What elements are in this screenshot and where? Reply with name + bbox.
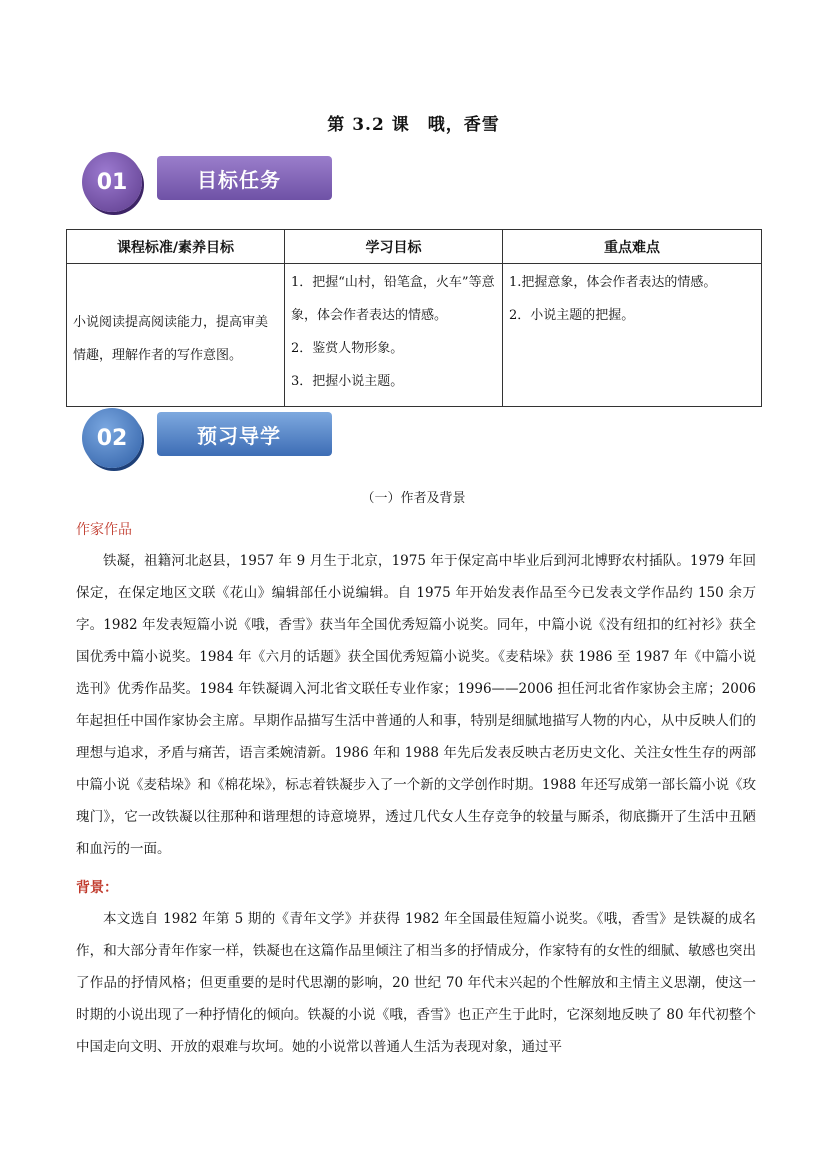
goals-table (66, 229, 762, 407)
table-cell-key-points (503, 264, 762, 407)
background-paragraph: 本文选自 1982 年第 5 期的《青年文学》并获得 1982 年全国最佳短篇小说奖。《哦，香雪》是铁凝的成名作，和大部分青年作家一样，铁凝也在这篇作品里倾注了相当多的抒情成分，作家特有的女性的细腻、敏感也突出了作品的抒情风格；但更重要的是时代思潮的影响，20 世纪 70 年代末兴起的个性解放和主情主义思潮，使这一时期的小说出现了一种抒情化的倾向。铁凝的小说《哦，香雪》也正产生于此时，它深刻地反映了 80 年代初整个中国走向文明、开放的艰难与坎坷。她的小说常以普通人生活为表现对象，通过平 (76, 911, 756, 1055)
table-header: 课程标准/素养目标 (67, 230, 285, 264)
objective-item: 3．把握小说主题。 (291, 374, 404, 389)
section-label: 预习导学 (157, 412, 332, 456)
author-paragraph: 铁凝，祖籍河北赵县，1957 年 9 月生于北京，1975 年于保定高中毕业后到河北博野农村插队。1979 年回保定，在保定地区文联《花山》编辑部任小说编辑。自 1975 年开始发表作品至今已发表文学作品约 150 余万字。1982 年发表短篇小说《哦，香雪》获当年全国优秀短篇小说奖。同年，中篇小说《没有纽扣的红衬衫》获全国优秀中篇小说奖。1984 年《六月的话题》获全国优秀短篇小说奖。《麦秸垛》获 1986 至 1987 年《中篇小说选刊》优秀作品奖。1984 年铁凝调入河北省文联任专业作家；1996——2006 担任河北省作家协会主席；2006 年起担任中国作家协会主席。早期作品描写生活中普通的人和事，特别是细腻地描写人物的内心，从中反映人们的理想与追求，矛盾与痛苦，语言柔婉清新。1986 年和 1988 年先后发表反映古老历史文化、关注女性生存的两部中篇小说《麦秸垛》和《棉花垛》，标志着铁凝步入了一个新的文学创作时期。1988 年还写成第一部长篇小说《玫瑰门》，它一改铁凝以往那种和谐理想的诗意境界，透过几代女人生存竞争的较量与厮杀，彻底撕开了生活中丑陋和血污的一面。 (76, 553, 756, 857)
section-label: 目标任务 (157, 156, 332, 200)
author-label: 作家作品 (76, 522, 132, 538)
table-header: 重点难点 (503, 230, 762, 264)
page-title: 第 3.2 课 哦，香雪 (327, 115, 500, 135)
table-header: 学习目标 (285, 230, 503, 264)
objective-item: 1．把握“山村，铅笔盒，火车”等意象，体会作者表达的情感。 (291, 275, 495, 323)
section-number: 01 (82, 152, 142, 212)
subsection-title: （一）作者及背景 (361, 491, 466, 506)
section-badge-preview (82, 408, 342, 466)
table-row (67, 264, 762, 407)
table-cell-standard: 小说阅读提高阅读能力，提高审美情趣，理解作者的写作意图。 (67, 264, 285, 407)
key-point-item: 2．小说主题的把握。 (509, 308, 635, 323)
section-number: 02 (82, 408, 142, 468)
table-header-row (67, 230, 762, 264)
objective-item: 2．鉴赏人物形象。 (291, 341, 404, 356)
table-cell-objectives (285, 264, 503, 407)
key-point-item: 1.把握意象，体会作者表达的情感。 (509, 275, 717, 290)
background-label: 背景： (76, 880, 118, 896)
section-badge-goals (82, 152, 342, 210)
